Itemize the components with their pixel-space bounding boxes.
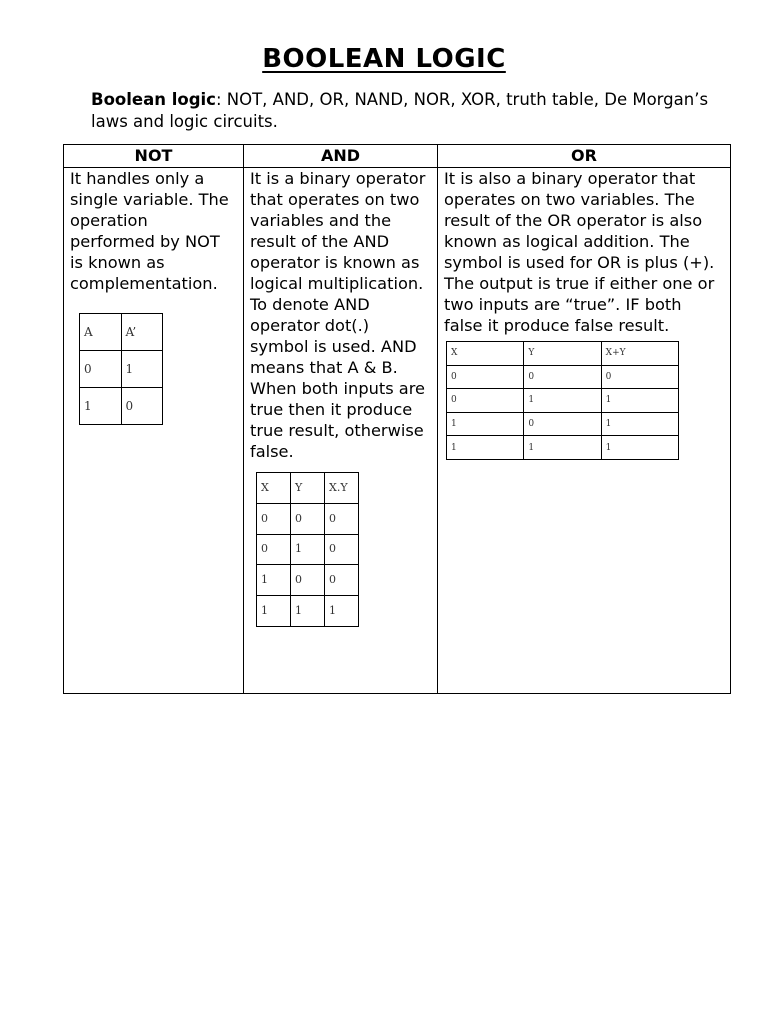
page-title — [0, 44, 768, 74]
and-tt-cell: 0 — [325, 565, 359, 596]
table-row — [80, 314, 163, 351]
or-tt-cell: 1 — [524, 389, 601, 413]
table-row — [447, 412, 679, 436]
or-tt-cell: 1 — [524, 436, 601, 460]
not-tt-header-a-prime: A’ — [121, 314, 163, 351]
intro-label: Boolean logic — [91, 90, 216, 109]
cell-or — [438, 168, 731, 694]
heading-or: OR — [438, 145, 731, 168]
table-row — [447, 365, 679, 389]
and-tt-cell: 0 — [291, 503, 325, 534]
heading-not: NOT — [64, 145, 244, 168]
table-row — [80, 388, 163, 425]
table-row — [447, 342, 679, 366]
or-tt-header-x: X — [447, 342, 524, 366]
or-tt-cell: 0 — [524, 365, 601, 389]
table-row — [257, 534, 359, 565]
table-row — [447, 436, 679, 460]
and-tt-cell: 0 — [257, 503, 291, 534]
and-tt-cell: 0 — [325, 503, 359, 534]
and-tt-header-xy: X.Y — [325, 473, 359, 504]
and-tt-cell: 0 — [325, 534, 359, 565]
table-row — [447, 389, 679, 413]
or-tt-cell: 1 — [601, 436, 678, 460]
not-tt-cell: 1 — [80, 388, 122, 425]
not-tt-cell: 0 — [80, 351, 122, 388]
or-tt-cell: 1 — [601, 389, 678, 413]
or-description-1: It is also a binary operator that operates on two variables. The result of the OR operator is also known as logical addition. The symbol is used for OR is plus (+). — [444, 169, 715, 272]
table-row — [257, 596, 359, 627]
and-tt-header-y: Y — [291, 473, 325, 504]
or-truth-table — [446, 341, 679, 460]
and-tt-cell: 0 — [257, 534, 291, 565]
and-tt-cell: 1 — [291, 596, 325, 627]
and-tt-cell: 1 — [257, 565, 291, 596]
and-tt-cell: 0 — [291, 565, 325, 596]
or-tt-cell: 0 — [601, 365, 678, 389]
or-tt-cell: 1 — [447, 412, 524, 436]
and-tt-cell: 1 — [325, 596, 359, 627]
table-row — [257, 565, 359, 596]
and-description: It is a binary operator that operates on two variables and the result of the AND operator is known as logical multiplication. To denote AND operator dot(.) symbol is used. AND means that A & B. When both inputs are true then it produce true result, otherwise false. — [250, 169, 426, 461]
operators-header-row — [64, 145, 731, 168]
or-tt-cell: 0 — [524, 412, 601, 436]
intro-paragraph — [91, 89, 711, 133]
not-truth-table — [79, 313, 163, 425]
not-tt-cell: 1 — [121, 351, 163, 388]
cell-and — [244, 168, 438, 694]
or-tt-cell: 0 — [447, 389, 524, 413]
cell-not — [64, 168, 244, 694]
and-tt-cell: 1 — [257, 596, 291, 627]
not-description: It handles only a single variable. The operation performed by NOT is known as complementation. — [70, 169, 229, 293]
intro-text: : NOT, AND, OR, NAND, NOR, XOR, truth table, De Morgan’s laws and logic circuits. — [91, 90, 709, 131]
or-tt-cell: 1 — [601, 412, 678, 436]
page-title-text: BOOLEAN LOGIC — [262, 44, 506, 74]
heading-and: AND — [244, 145, 438, 168]
not-tt-cell: 0 — [121, 388, 163, 425]
or-tt-cell: 0 — [447, 365, 524, 389]
not-tt-header-a: A — [80, 314, 122, 351]
operators-table — [63, 144, 731, 694]
and-truth-table — [256, 472, 359, 627]
or-tt-cell: 1 — [447, 436, 524, 460]
and-tt-cell: 1 — [291, 534, 325, 565]
or-tt-header-y: Y — [524, 342, 601, 366]
table-row — [80, 351, 163, 388]
or-description-2: The output is true if either one or two inputs are “true”. IF both false it produce false result. — [444, 274, 715, 335]
and-tt-header-x: X — [257, 473, 291, 504]
operators-body-row — [64, 168, 731, 694]
table-row — [257, 503, 359, 534]
table-row — [257, 473, 359, 504]
or-tt-header-xy: X+Y — [601, 342, 678, 366]
